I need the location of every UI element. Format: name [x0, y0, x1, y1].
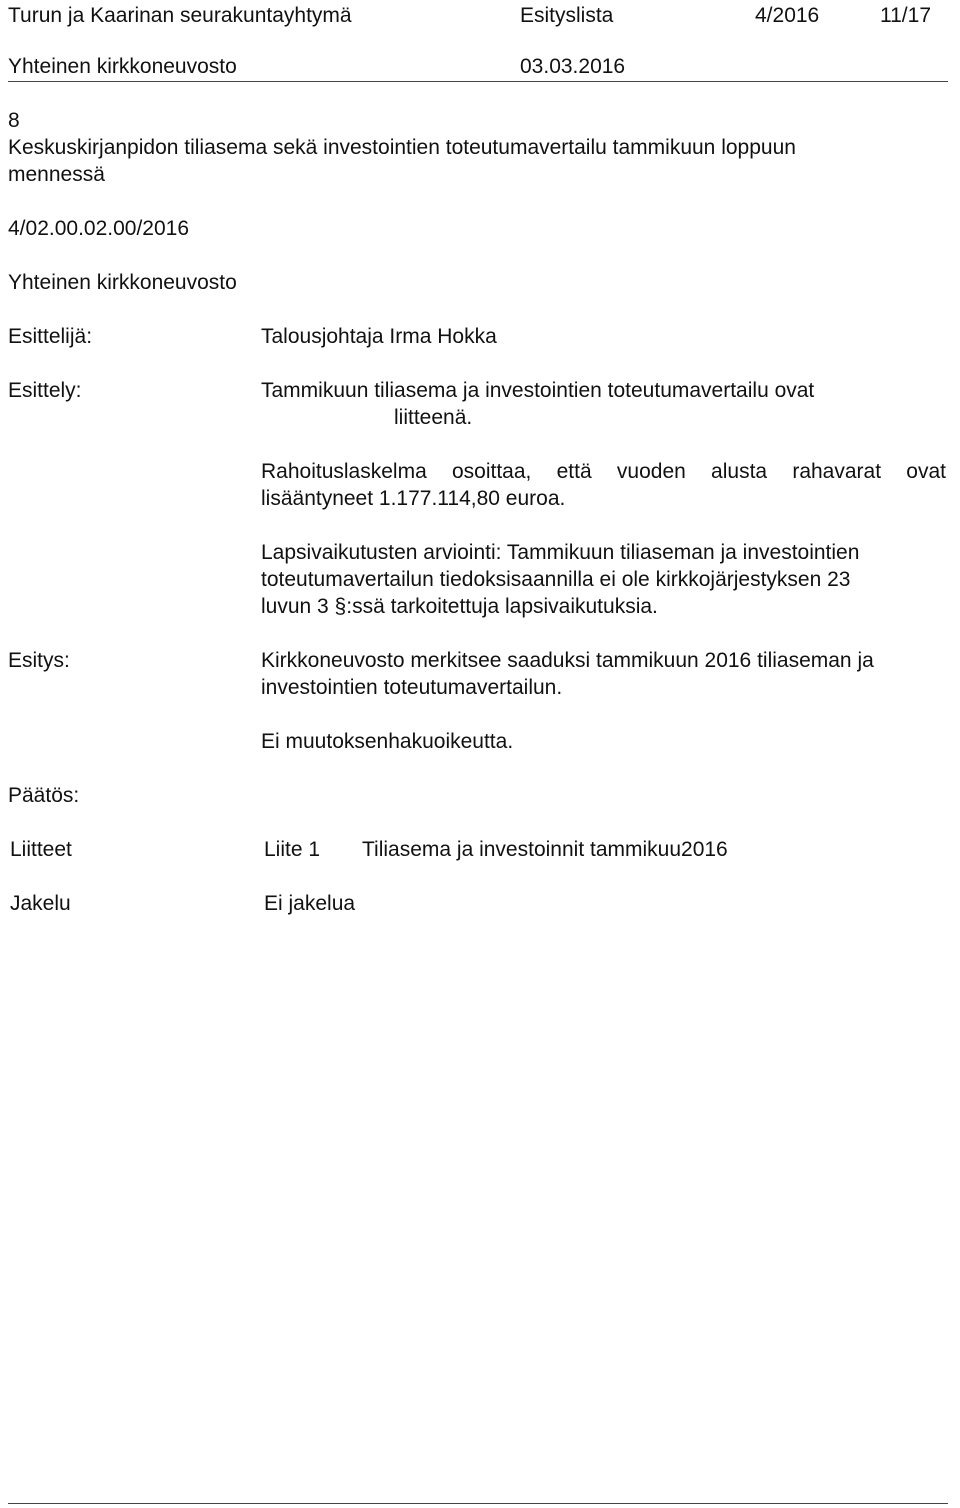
- footer-divider: [8, 1503, 948, 1504]
- presentation-p1-line1: Tammikuun tiliasema ja investointien toteutumavertailu ovat: [261, 379, 815, 402]
- record-id: 4/02.00.02.00/2016: [8, 217, 190, 240]
- proposal-line2: investointien toteutumavertailun.: [261, 676, 563, 699]
- attachment-id: Liite 1: [264, 838, 321, 861]
- presentation-p2-line1: Rahoituslaskelma osoittaa, että vuoden alusta rahavarat ovat: [261, 460, 946, 483]
- header-divider: [8, 81, 948, 82]
- section-title-line1: Keskuskirjanpidon tiliasema sekä investointien toteutumavertailu tammikuun loppuun: [8, 136, 796, 159]
- proposal-label: Esitys:: [8, 649, 70, 672]
- decision-label: Päätös:: [8, 784, 80, 807]
- presentation-p1-line2: liitteenä.: [394, 406, 473, 429]
- distribution-label: Jakelu: [10, 892, 71, 915]
- header-page: 11/17: [880, 4, 931, 27]
- presentation-p3-line1: Lapsivaikutusten arviointi: Tammikuun tiliaseman ja investointien: [261, 541, 860, 564]
- presenter-value: Talousjohtaja Irma Hokka: [261, 325, 497, 348]
- header-date: 03.03.2016: [520, 55, 626, 78]
- section-body: Yhteinen kirkkoneuvosto: [8, 271, 237, 294]
- section-number: 8: [8, 109, 20, 132]
- proposal-line1: Kirkkoneuvosto merkitsee saaduksi tammikuun 2016 tiliaseman ja: [261, 649, 874, 672]
- section-title-line2: mennessä: [8, 163, 105, 186]
- attachment-title: Tiliasema ja investoinnit tammikuu2016: [362, 838, 728, 861]
- header-doc-type: Esityslista: [520, 4, 614, 27]
- proposal-line3: Ei muutoksenhakuoikeutta.: [261, 730, 514, 753]
- presentation-p3-line2: toteutumavertailun tiedoksisaannilla ei ole kirkkojärjestyksen 23: [261, 568, 851, 591]
- header-org: Turun ja Kaarinan seurakuntayhtymä: [8, 4, 352, 27]
- distribution-value: Ei jakelua: [264, 892, 356, 915]
- presentation-p3-line3: luvun 3 §:ssä tarkoitettuja lapsivaikutuksia.: [261, 595, 658, 618]
- presentation-label: Esittely:: [8, 379, 82, 402]
- presentation-p2-line2: lisääntyneet 1.177.114,80 euroa.: [261, 487, 566, 510]
- presenter-label: Esittelijä:: [8, 325, 93, 348]
- header-doc-number: 4/2016: [755, 4, 820, 27]
- attachments-label: Liitteet: [10, 838, 72, 861]
- header-body: Yhteinen kirkkoneuvosto: [8, 55, 237, 78]
